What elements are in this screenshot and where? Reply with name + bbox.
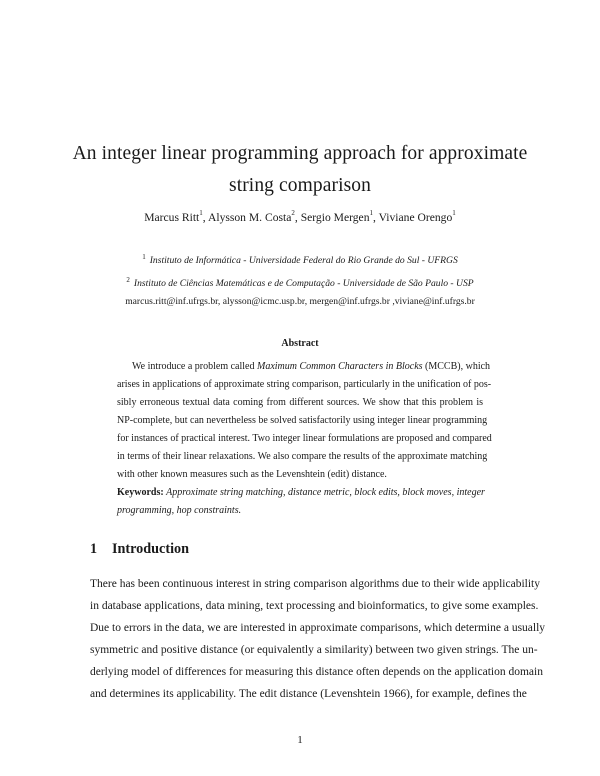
author-list [0,209,600,224]
author: Sergio Mergen [300,211,370,224]
affiliation-mark: 2 [126,276,130,284]
affiliation-2 [0,276,600,289]
body-line: and determines its applicability. The edit distance (Levenshtein 1966), for example, defines the [90,688,527,700]
paper-title-line-2: string comparison [229,175,371,196]
author-affil-mark: 1 [452,209,456,217]
section-title: Introduction [112,541,189,557]
abstract-line: arises in applications of approximate string comparison, particularly in the unification of pos- [117,379,492,390]
abstract-line: with other known measures such as the Levenshtein (edit) distance. [117,469,387,480]
affiliation-1 [0,253,600,266]
body-line: symmetric and positive distance (or equivalently a similarity) between two given strings. The un- [90,644,538,656]
page-number: 1 [297,734,303,746]
section-number: 1 [90,541,98,557]
abstract-line: in terms of their linear relaxations. We also compare the results of the approximate matching [117,451,488,462]
abstract-line [132,361,491,372]
abstract-line: NP-complete, but can nevertheless be solved satisfactorily using integer linear programming [117,415,488,426]
keywords-line [117,488,483,498]
author-affil-mark: 1 [369,209,373,217]
author-separator: , [373,211,379,224]
abstract-text: We introduce a problem called [132,361,257,372]
author-affil-mark: 1 [199,209,203,217]
affiliation-text: Instituto de Ciências Matemáticas e de Computação - Universidade de São Paulo - USP [133,278,474,289]
abstract-line: sibly erroneous textual data coming from different sources. We show that this problem is [117,397,483,408]
affiliation-text: Instituto de Informática - Universidade Federal do Rio Grande do Sul - UFRGS [149,255,458,266]
body-line: derlying model of differences for measuring this distance often depends on the application domain [90,666,543,678]
keywords-text: programming, hop constraints. [117,505,242,516]
body-line: Due to errors in the data, we are interested in approximate comparisons, which determine a usually [90,622,546,634]
body-line: There has been continuous interest in string comparison algorithms due to their wide applicability [90,578,540,590]
author-affil-mark: 2 [291,209,295,217]
keywords-label: Keywords: [117,487,164,498]
abstract-text: (MCCB), which [422,361,491,372]
abstract-heading: Abstract [281,338,319,349]
abstract-problem-name: Maximum Common Characters in Blocks [256,361,423,372]
body-line: in database applications, data mining, text processing and bioinformatics, to give some examples. [90,600,539,612]
paper-title-line-1: An integer linear programming approach for approximate [72,143,528,164]
author-separator: , [294,211,301,224]
section-heading [90,542,189,556]
keywords-text: Approximate string matching, distance metric, block edits, block moves, integer [166,487,485,498]
author: Viviane Orengo [378,211,453,224]
abstract-line: for instances of practical interest. Two integer linear formulations are proposed and compared [117,433,492,444]
affiliation-mark: 1 [142,253,146,261]
keywords-line [117,506,483,516]
author-separator: , [202,211,208,224]
author: Alysson M. Costa [207,211,292,224]
author: Marcus Ritt [144,211,200,224]
author-emails: marcus.ritt@inf.ufrgs.br, alysson@icmc.usp.br, mergen@inf.ufrgs.br ,viviane@inf.ufrgs.br [125,296,475,307]
